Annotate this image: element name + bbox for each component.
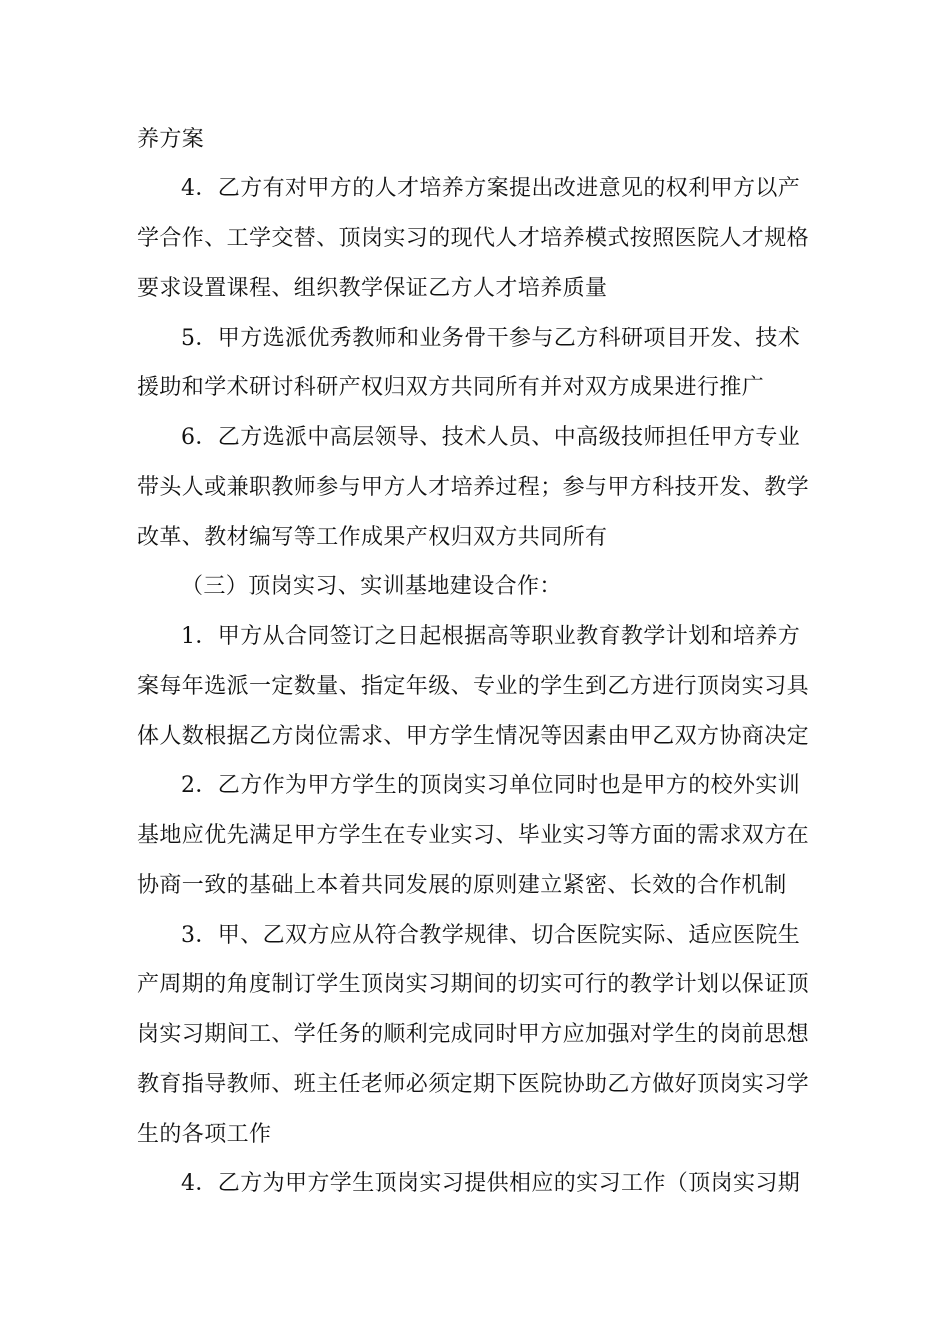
text-line: 养方案 — [137, 127, 205, 152]
text-line: 生的各项工作 — [137, 1122, 272, 1147]
text-line: 带头人或兼职教师参与甲方人才培养过程；参与甲方科技开发、教学 — [137, 475, 810, 500]
text-line: 案每年选派一定数量、指定年级、专业的学生到乙方进行顶岗实习具 — [137, 674, 810, 699]
text-line: 协商一致的基础上本着共同发展的原则建立紧密、长效的合作机制 — [137, 873, 787, 898]
text-line: 学合作、工学交替、顶岗实习的现代人才培养模式按照医院人才规格 — [137, 226, 810, 251]
paragraph-start: 3．甲、乙双方应从符合教学规律、切合医院实际、适应医院生 — [181, 923, 801, 948]
paragraph-start: 2．乙方作为甲方学生的顶岗实习单位同时也是甲方的校外实训 — [181, 773, 801, 798]
paragraph-start: 6．乙方选派中高层领导、技术人员、中高级技师担任甲方专业 — [181, 425, 801, 450]
text-line: 要求设置课程、组织教学保证乙方人才培养质量 — [137, 276, 608, 301]
paragraph-start: 5．甲方选派优秀教师和业务骨干参与乙方科研项目开发、技术 — [181, 326, 801, 351]
paragraph-start: 4．乙方为甲方学生顶岗实习提供相应的实习工作（顶岗实习期 — [181, 1171, 801, 1196]
text-line: 体人数根据乙方岗位需求、甲方学生情况等因素由甲乙双方协商决定 — [137, 724, 810, 749]
text-line: 援助和学术研讨科研产权归双方共同所有并对双方成果进行推广 — [137, 375, 765, 400]
paragraph-start: 1．甲方从合同签订之日起根据高等职业教育教学计划和培养方 — [181, 624, 801, 649]
paragraph-start: 4．乙方有对甲方的人才培养方案提出改进意见的权利甲方以产 — [181, 176, 801, 201]
text-line: 产周期的角度制订学生顶岗实习期间的切实可行的教学计划以保证顶 — [137, 972, 810, 997]
text-line: 改革、教材编写等工作成果产权归双方共同所有 — [137, 525, 608, 550]
section-heading: （三）顶岗实习、实训基地建设合作： — [181, 574, 562, 599]
text-line: 教育指导教师、班主任老师必须定期下医院协助乙方做好顶岗实习学 — [137, 1072, 810, 1097]
text-line: 基地应优先满足甲方学生在专业实习、毕业实习等方面的需求双方在 — [137, 823, 810, 848]
text-line: 岗实习期间工、学任务的顺利完成同时甲方应加强对学生的岗前思想 — [137, 1022, 810, 1047]
